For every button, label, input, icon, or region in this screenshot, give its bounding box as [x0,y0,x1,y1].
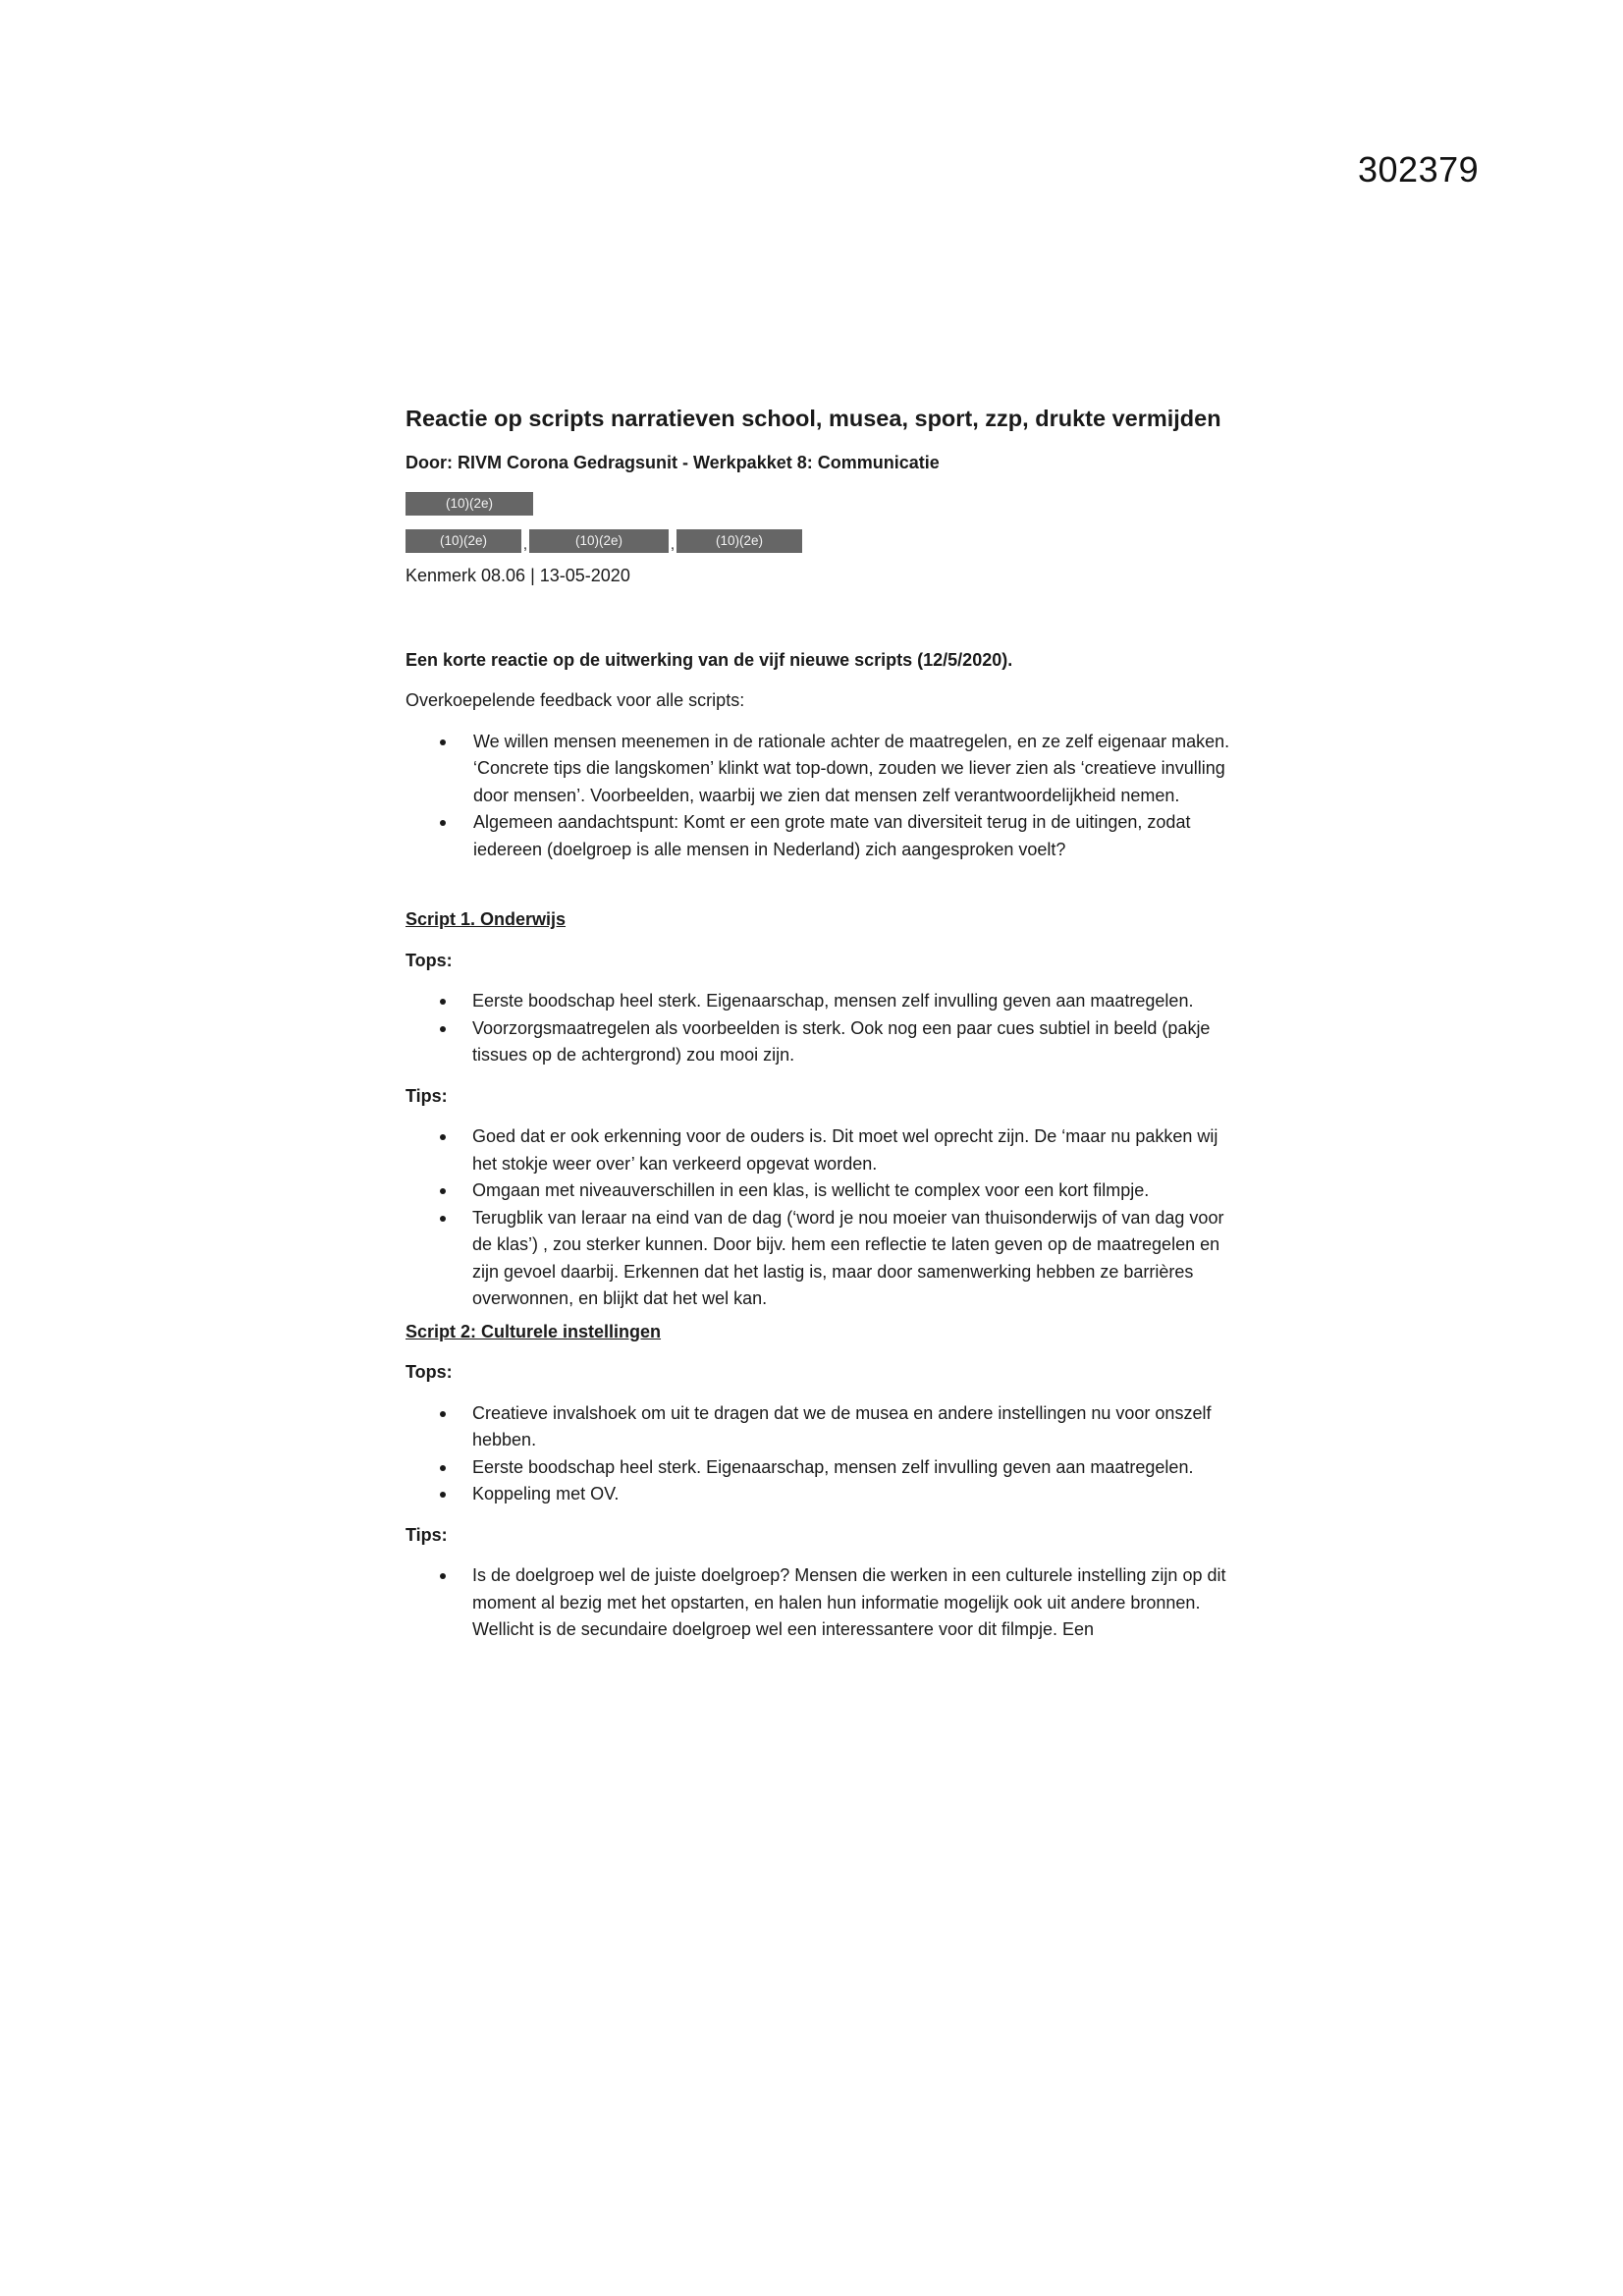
redaction-row-1 [406,488,1240,516]
reference-date: Kenmerk 08.06 | 13-05-2020 [406,566,630,585]
list-item: We willen mensen meenemen in de rationale achter de maatregelen, en ze zelf eigenaar maken. ‘Concrete tips die langskomen’ klinkt wat top-down, zouden we liever zien als ‘creatieve invulling door mensen’. Voorbeelden, waarbij we zien dat mensen zelf verantwoordelijkheid nemen. [473,729,1240,810]
script-1-tops-list [406,988,1240,1069]
script-1-tips-label: Tips: [406,1085,448,1106]
script-2-tops-list [406,1400,1240,1508]
general-feedback-heading: Overkoepelende feedback voor alle scripts: [406,690,745,710]
document-author: Door: RIVM Corona Gedragsunit - Werkpakket 8: Communicatie [406,453,940,472]
redaction-separator: , [522,536,528,553]
redaction-row-2 [406,525,1240,553]
document-number: 302379 [1358,149,1480,190]
intro-text: Een korte reactie op de uitwerking van de vijf nieuwe scripts (12/5/2020). [406,649,1013,670]
script-1-tips-list [406,1123,1240,1313]
list-item: Koppeling met OV. [472,1481,1240,1508]
list-item: Algemeen aandachtspunt: Komt er een grote mate van diversiteit terug in de uitingen, zodat iedereen (doelgroep is alle mensen in Nederland) zich aangesproken voelt? [473,809,1240,863]
general-feedback-list [406,729,1240,864]
list-item: Eerste boodschap heel sterk. Eigenaarschap, mensen zelf invulling geven aan maatregelen. [472,1454,1240,1482]
script-2-tops-label: Tops: [406,1362,453,1382]
redaction-separator: , [670,536,676,553]
redaction-box: (10)(2e) [529,529,669,553]
script-2-tips-label: Tips: [406,1524,448,1545]
script-2-title: Script 2: Culturele instellingen [406,1321,662,1341]
list-item: Terugblik van leraar na eind van de dag (‘word je nou moeier van thuisonderwijs of van dag voor de klas’) , zou sterker kunnen. Door bijv. hem een reflectie te laten geven op de maatregelen en zijn gevoel daarbij. Erkennen dat het lastig is, maar door samenwerking hebben ze barrières overwonnen, en blijkt dat het wel kan. [472,1205,1240,1313]
redaction-box: (10)(2e) [406,492,533,516]
list-item: Is de doelgroep wel de juiste doelgroep? Mensen die werken in een culturele instelling zijn op dit moment al bezig met het opstarten, en halen hun informatie mogelijk ook uit andere bronnen. Wellicht is de secundaire doelgroep wel een interessantere voor dit filmpje. Een [472,1562,1240,1644]
script-1-title: Script 1. Onderwijs [406,909,567,929]
script-1-tops-label: Tops: [406,950,453,970]
document-body [406,403,1240,1644]
list-item: Eerste boodschap heel sterk. Eigenaarschap, mensen zelf invulling geven aan maatregelen. [472,988,1240,1015]
list-item: Voorzorgsmaatregelen als voorbeelden is sterk. Ook nog een paar cues subtiel in beeld (pakje tissues op de achtergrond) zou mooi zijn. [472,1015,1240,1069]
redaction-box: (10)(2e) [676,529,802,553]
list-item: Omgaan met niveauverschillen in een klas, is wellicht te complex voor een kort filmpje. [472,1177,1240,1205]
document-title: Reactie op scripts narratieven school, musea, sport, zzp, drukte vermijden [406,406,1221,431]
list-item: Goed dat er ook erkenning voor de ouders is. Dit moet wel oprecht zijn. De ‘maar nu pakken wij het stokje weer over’ kan verkeerd opgevat worden. [472,1123,1240,1177]
script-2-tips-list [406,1562,1240,1644]
list-item: Creatieve invalshoek om uit te dragen dat we de musea en andere instellingen nu voor onszelf hebben. [472,1400,1240,1454]
redaction-block [406,488,1240,553]
redaction-box: (10)(2e) [406,529,521,553]
